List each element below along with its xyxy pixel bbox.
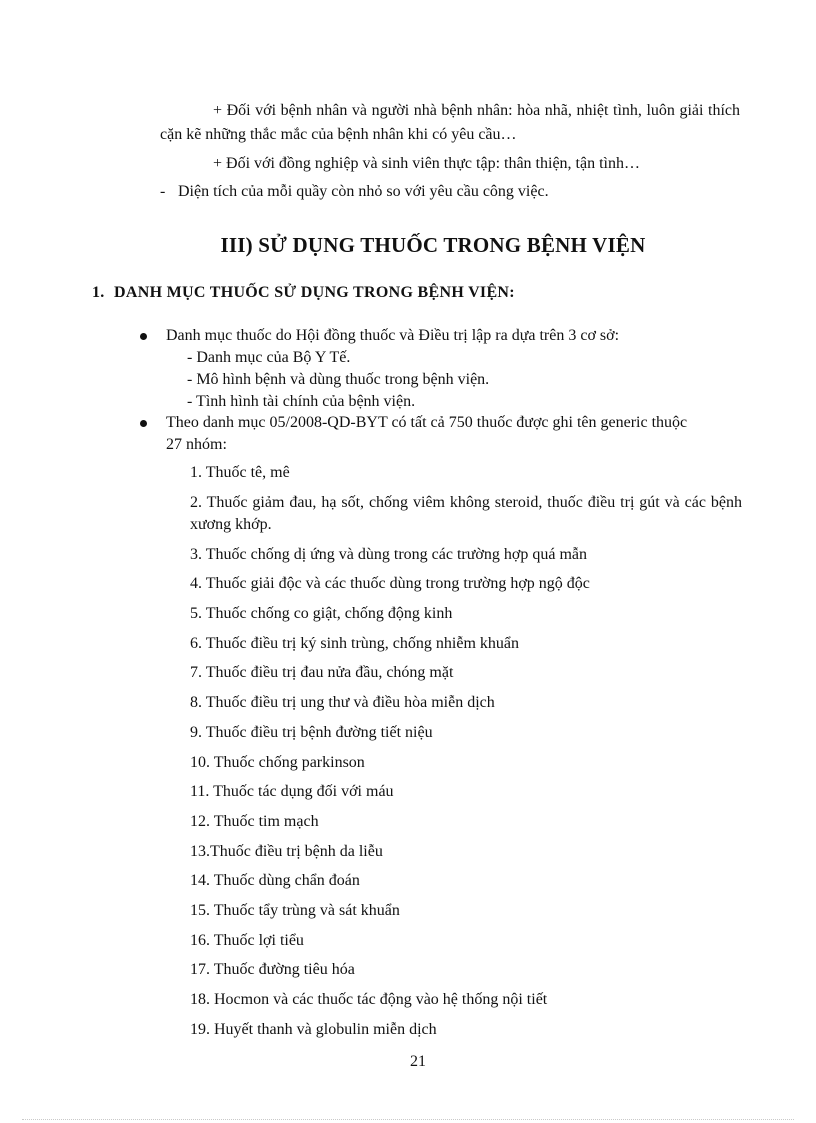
list-item: 9. Thuốc điều trị bệnh đường tiết niệu (190, 723, 433, 741)
list-item: 2. Thuốc giảm đau, hạ sốt, chống viêm không steroid, thuốc điều trị gút và các bệnh xương khớp. (190, 493, 742, 533)
list-item: 12. Thuốc tim mạch (190, 812, 319, 830)
dash-marker: - (160, 183, 166, 200)
bullet-text: Danh mục thuốc do Hội đồng thuốc và Điều trị lập ra dựa trên 3 cơ sở: (166, 327, 620, 344)
bullet-dot-icon (140, 333, 147, 340)
list-item: 6. Thuốc điều trị ký sinh trùng, chống nhiễm khuẩn (190, 634, 519, 652)
subsection-heading (92, 284, 515, 302)
criteria-item: - Mô hình bệnh và dùng thuốc trong bệnh viện. (187, 371, 490, 388)
intro-paragraph-patients (160, 99, 740, 147)
bullet-text-line: 27 nhóm: (166, 436, 227, 453)
subsection-title: DANH MỤC THUỐC SỬ DỤNG TRONG BỆNH VIỆN: (114, 284, 515, 301)
section-title: III) SỬ DỤNG THUỐC TRONG BỆNH VIỆN (220, 233, 646, 257)
intro-paragraph-patients-text: + Đối với bệnh nhân và người nhà bệnh nhân: hòa nhã, nhiệt tình, luôn giải thích cặn kẽ những thắc mắc của bệnh nhân khi có yêu cầu… (160, 102, 740, 143)
drug-group-list (190, 462, 742, 1048)
list-item: 15. Thuốc tẩy trùng và sát khuẩn (190, 901, 400, 919)
intro-paragraph-colleagues (160, 152, 740, 176)
list-item: 3. Thuốc chống dị ứng và dùng trong các trường hợp quá mẫn (190, 545, 587, 563)
subsection-number: 1. (92, 284, 105, 301)
dash-item (160, 183, 549, 201)
list-item: 14. Thuốc dùng chẩn đoán (190, 872, 360, 890)
dash-item-text: Diện tích của mỗi quầy còn nhỏ so với yêu cầu công việc. (178, 183, 549, 200)
bullet-dot-icon (140, 420, 147, 427)
list-item: 17. Thuốc đường tiêu hóa (190, 961, 355, 979)
list-item: 10. Thuốc chống parkinson (190, 753, 365, 771)
bullet-text-line: Theo danh mục 05/2008-QD-BYT có tất cả 750 thuốc được ghi tên generic thuộc (166, 414, 688, 431)
list-item: 8. Thuốc điều trị ung thư và điều hòa miễn dịch (190, 694, 495, 712)
footer-divider (22, 1119, 794, 1120)
list-item: 18. Hocmon và các thuốc tác động vào hệ thống nội tiết (190, 991, 548, 1008)
list-item: 11. Thuốc tác dụng đối với máu (190, 783, 394, 801)
page-number: 21 (410, 1053, 426, 1070)
list-item: 5. Thuốc chống co giật, chống động kinh (190, 605, 453, 623)
criteria-item: - Danh mục của Bộ Y Tế. (187, 349, 351, 366)
list-item: 19. Huyết thanh và globulin miễn dịch (190, 1020, 437, 1038)
list-item: 7. Thuốc điều trị đau nửa đầu, chóng mặt (190, 664, 454, 682)
intro-paragraph-colleagues-text: + Đối với đồng nghiệp và sinh viên thực tập: thân thiện, tận tình… (213, 155, 640, 172)
list-item: 16. Thuốc lợi tiểu (190, 931, 304, 949)
list-item: 13.Thuốc điều trị bệnh da liễu (190, 842, 383, 860)
criteria-item: - Tình hình tài chính của bệnh viện. (187, 393, 416, 410)
list-item: 4. Thuốc giải độc và các thuốc dùng trong trường hợp ngộ độc (190, 575, 590, 593)
list-item: 1. Thuốc tê, mê (190, 464, 290, 481)
